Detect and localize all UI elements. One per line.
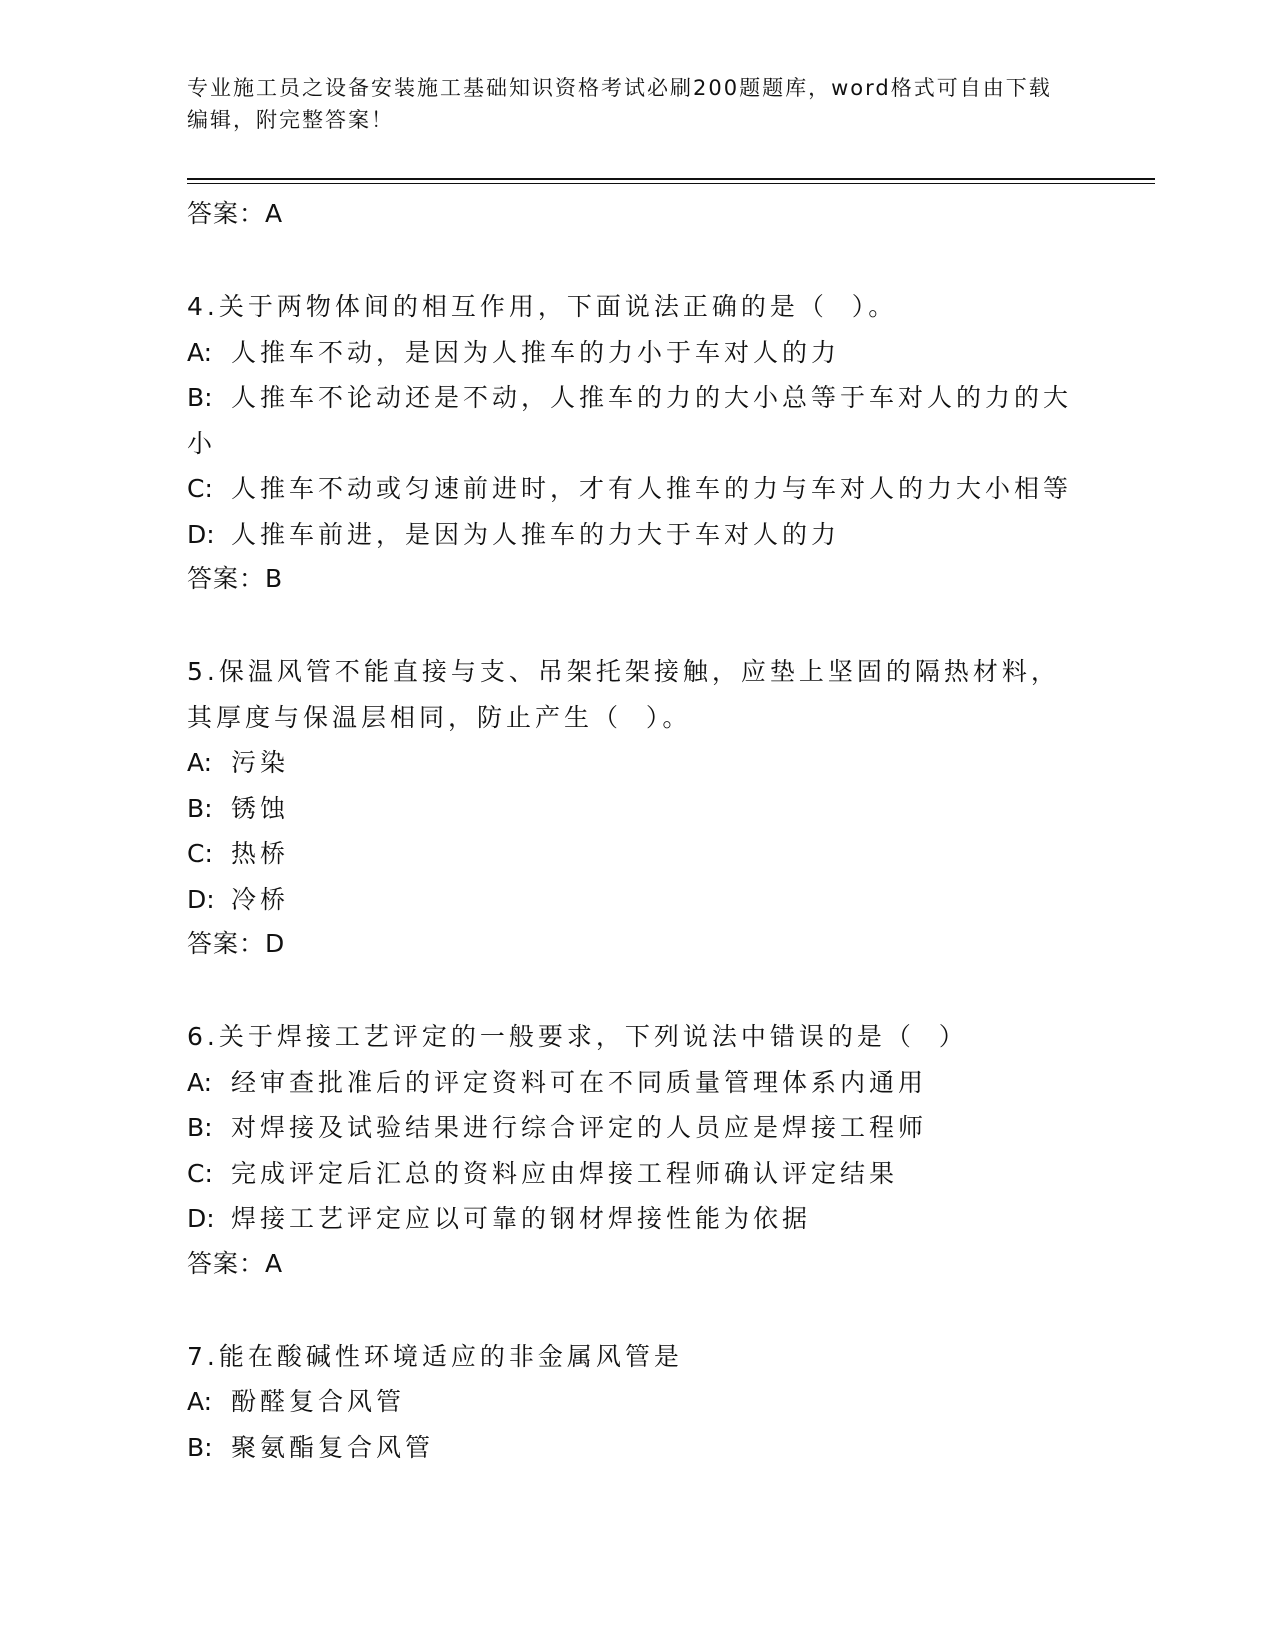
- question-block: [187, 649, 1087, 966]
- option-item: [187, 1425, 1087, 1471]
- option-text: 完成评定后汇总的资料应由焊接工程师确认评定结果: [231, 1158, 899, 1188]
- option-text: 冷桥: [231, 884, 290, 914]
- question-stem: 6.关于焊接工艺评定的一般要求，下列说法中错误的是（ ）: [187, 1022, 968, 1051]
- question-block: [187, 1334, 1087, 1471]
- option-item: [187, 1196, 1087, 1242]
- question-block: [187, 1014, 1087, 1286]
- option-key: B:: [187, 383, 213, 412]
- header-divider-thin: [187, 183, 1155, 184]
- question-block: [187, 284, 1087, 601]
- option-item: [187, 740, 1087, 786]
- option-item: [187, 1151, 1087, 1197]
- option-text: 热桥: [231, 839, 290, 868]
- option-item: [187, 1060, 1087, 1106]
- option-item: [187, 877, 1087, 923]
- option-text: 人推车不动，是因为人推车的力小于车对人的力: [231, 337, 841, 367]
- question-stem: 其厚度与保温层相同，防止产生（ ）。: [187, 702, 692, 732]
- option-key: A:: [187, 337, 213, 367]
- answer-line: 答案：A: [187, 199, 284, 228]
- option-item: [187, 375, 1087, 421]
- header-text: 专业施工员之设备安装施工基础知识资格考试必刷200题题库，word格式可自由下载编辑，附完整答案！: [187, 76, 1052, 132]
- document-header: [187, 72, 1067, 136]
- option-key: D:: [187, 884, 215, 914]
- option-key: B:: [187, 1432, 213, 1462]
- answer-line: 答案：B: [187, 564, 284, 593]
- option-key: C:: [187, 474, 213, 503]
- option-item: [187, 786, 1087, 832]
- option-key: D:: [187, 519, 215, 549]
- option-item: [187, 512, 1087, 558]
- header-divider-thick: [187, 178, 1155, 180]
- question-stem: 5.保温风管不能直接与支、吊架托架接触，应垫上坚固的隔热材料，: [187, 657, 1060, 686]
- option-key: D:: [187, 1204, 215, 1233]
- option-key: B:: [187, 1113, 213, 1142]
- option-key: C:: [187, 839, 213, 868]
- question-stem: 4.关于两物体间的相互作用，下面说法正确的是（ ）。: [187, 292, 898, 321]
- option-item: [187, 1379, 1087, 1425]
- option-continuation: 小: [187, 428, 217, 458]
- option-key: B:: [187, 793, 213, 823]
- question-list: [187, 192, 1087, 1470]
- option-item: [187, 330, 1087, 376]
- option-key: C:: [187, 1158, 213, 1188]
- option-text: 焊接工艺评定应以可靠的钢材焊接性能为依据: [231, 1204, 812, 1233]
- option-item: [187, 831, 1087, 877]
- option-text: 对焊接及试验结果进行综合评定的人员应是焊接工程师: [231, 1113, 928, 1142]
- option-text: 人推车不论动还是不动，人推车的力的大小总等于车对人的力的大: [231, 383, 1073, 412]
- option-key: A:: [187, 1067, 213, 1097]
- option-text: 聚氨酯复合风管: [231, 1432, 435, 1462]
- option-item: [187, 1105, 1087, 1151]
- option-text: 锈蚀: [231, 793, 290, 823]
- question-stem: 7.能在酸碱性环境适应的非金属风管是: [187, 1341, 683, 1371]
- option-key: A:: [187, 1387, 213, 1416]
- option-text: 污染: [231, 748, 290, 777]
- option-text: 酚醛复合风管: [231, 1387, 406, 1416]
- option-text: 经审查批准后的评定资料可在不同质量管理体系内通用: [231, 1067, 928, 1097]
- option-text: 人推车不动或匀速前进时，才有人推车的力与车对人的力大小相等: [231, 474, 1073, 503]
- option-key: A:: [187, 748, 213, 777]
- answer-line: 答案：A: [187, 1248, 284, 1278]
- answer-line: 答案：D: [187, 929, 286, 958]
- option-item: [187, 466, 1087, 512]
- option-text: 人推车前进，是因为人推车的力大于车对人的力: [231, 519, 841, 549]
